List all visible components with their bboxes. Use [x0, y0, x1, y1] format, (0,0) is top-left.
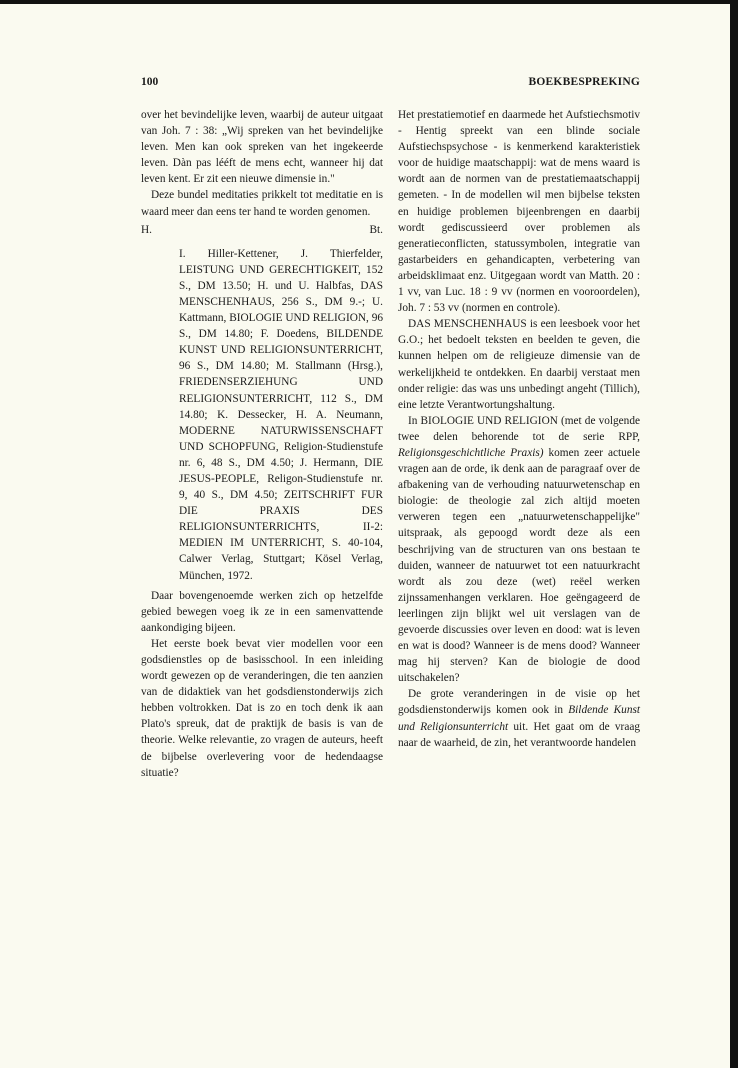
page-header	[141, 76, 640, 92]
page-number: 100	[141, 76, 159, 88]
right-column	[398, 107, 640, 751]
running-title: BOEKBESPREKING	[528, 76, 640, 88]
right-paragraph-4	[398, 686, 640, 750]
reviewer-signature	[141, 222, 383, 238]
right-paragraph-3-text-a: In BIOLOGIE UND RELIGION (met de volgende twee delen behorende tot de serie RPP,	[398, 414, 640, 443]
signature-abbrev: Bt.	[369, 223, 383, 236]
right-paragraph-3-italic: Religionsgeschichtliche Praxis)	[398, 446, 544, 459]
signature-initial: H.	[141, 223, 152, 236]
left-paragraph-2: Deze bundel meditaties prikkelt tot meditatie en is waard meer dan eens ter hand te worden genomen.	[141, 189, 383, 218]
right-paragraph-3-text-b: komen zeer actuele vragen aan de orde, ik denk aan de paragraaf over de afbakening van de verhouding natuurwetenschap en biologie: de theologie zal zich altijd moeten verweren tegen een „natuurwetenschappelijke" uitspraak, als gepoogd wordt deze als een beschrijving van de structuren van ons bestaan te duiden, wanneer de natuurwet tot een natuurkracht wordt als zou deze (wet) reëel werken zijnssamenhangen verklaren. Hoe geëngageerd de leerlingen zijn blijkt wel uit verslagen van de gevoerde discussies over leven en dood: wat is leven en wat is dood? Wanneer is de mens dood? Wanneer mag hij sterven? Kan de biologie de dood uitschakelen?	[398, 446, 640, 685]
left-column	[141, 107, 383, 781]
bibliography-entry: I. Hiller-Kettener, J. Thierfelder, LEISTUNG UND GERECHTIGKEIT, 152 S., DM 13.50; H. und U. Halbfas, DAS MENSCHENHAUS, 256 S., DM 9.-; U. Kattmann, BIOLOGIE UND RELIGION, 96 S., DM 14.80; F. Doedens, BILDENDE KUNST UND RELIGIONSUNTERRICHT, 96 S., DM 14.80; M. Stallmann (Hrsg.), FRIEDENSERZIEHUNG UND RELIGIONSUNTERRICHT, 112 S., DM 14.80; K. Dessecker, H. A. Neumann, MODERNE NATURWISSENSCHAFT UND SCHOPFUNG, Religion-Studienstufe nr. 6, 48 S., DM 4.50; J. Hermann, DIE JESUS-PEOPLE, Religon-Studienstufe nr. 9, 40 S., DM 4.50; ZEITSCHRIFT FUR DIE PRAXIS DES RELIGIONSUNTERRICHTS, II-2: MEDIEN IM UNTERRICHT, S. 40-104, Calwer Verlag, Stuttgart; Kösel Verlag, München, 1972.	[179, 247, 383, 582]
left-paragraph-1: over het bevindelijke leven, waarbij de auteur uitgaat van Joh. 7 : 38: „Wij spreken van het bevindelijke leven. Men kan ook spreken van het ingekeerde leven. Dàn pas lééft de mens echt, wanneer hij dat leven kent. Er zit een nieuwe dimensie in."	[141, 109, 383, 186]
left-paragraph-3: Daar bovengenoemde werken zich op hetzelfde gebied bewegen voeg ik ze in een samenvattende aankondiging bijeen.	[141, 589, 383, 634]
right-paragraph-4-italic: Bildende Kunst und Religionsunterricht	[398, 704, 641, 733]
right-paragraph-4-text-a: De grote veranderingen in de visie op het godsdienstonderwijs komen ook in	[398, 688, 640, 717]
right-paragraph-4-text-b: uit. Het gaat om de vraag naar de waarheid, de zin, het verantwoorde handelen	[398, 720, 640, 749]
right-paragraph-2: DAS MENSCHENHAUS is een leesboek voor het G.O.; het bedoelt teksten en beelden te geven, die kunnen helpen om de religieuze dimensie van de werkelijkheid te ontdekken. En daarbij verstaat men onder religie: das was uns unbedingt angeht (Tillich), eine letzte Verantwortungshaltung.	[398, 318, 640, 411]
left-paragraph-4: Het eerste boek bevat vier modellen voor een godsdienstles op de basisschool. In een inleiding wordt gewezen op de veranderingen, die ten aanzien van de didaktiek van het godsdienstonderwijs zich hebben voltrokken. Dat is zo en toch denk ik aan Plato's spreuk, dat de praktijk de basis is van de theorie. Welke relevantie, zo vragen de auteurs, heeft de bijbelse overlevering voor de hedendaagse situatie?	[141, 637, 383, 779]
right-paragraph-3	[398, 413, 640, 687]
scan-edge-right	[730, 0, 738, 1068]
right-paragraph-1: Het prestatiemotief en daarmede het Aufstiechsmotiv - Hentig spreekt van een blinde sociale Aufstiechspsychose - is kenmerkend karakteristiek voor de huidige maatschappij: wat de mens waard is wordt aan de normen van de prestatiemaatschappij gemeten. - In de modellen wil men bijbelse teksten en huidige problemen bijeenbrengen en daarbij wordt gediscussieerd over problemen als generatieconflicten, statussymbolen, integratie van gastarbeiders en gehandicapten, verbetering van arbeidsklimaat enz. Uitgegaan wordt van Matth. 20 : 1 vv, van Luc. 18 : 9 vv (normen en vooroordelen), Joh. 7 : 53 vv (normen en controle).	[398, 109, 640, 315]
scan-edge-top	[0, 0, 738, 4]
